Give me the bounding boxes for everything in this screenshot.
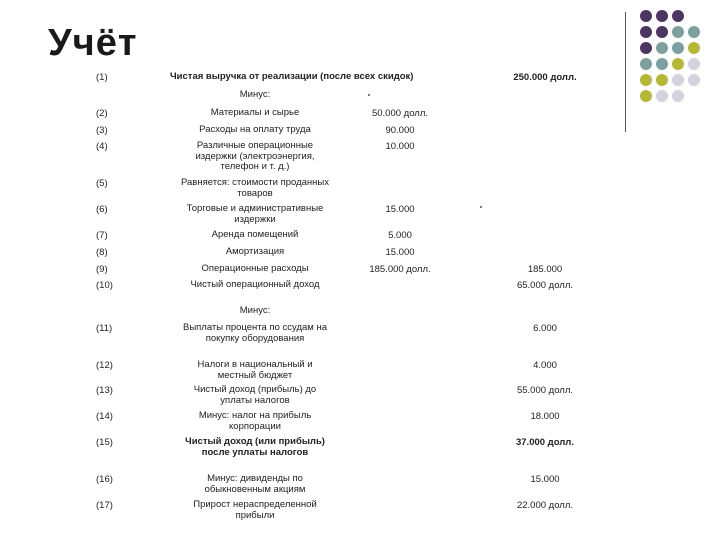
row-amount-total: 250.000 долл. xyxy=(513,72,577,83)
row-label: Аренда помещений xyxy=(211,229,299,240)
row-label: Чистый доход (или прибыль) после уплаты налогов xyxy=(185,436,325,458)
row-label: Различные операционные издержки (электроэнергия, телефон и т. д.) xyxy=(195,140,315,172)
row-amount-total: 55.000 долл. xyxy=(516,385,574,396)
row-amount: 10.000 xyxy=(385,141,415,152)
row-number: (10) xyxy=(96,280,113,291)
decorative-dot xyxy=(688,58,700,70)
row-label: Чистая выручка от реализации (после всех скидок) xyxy=(170,71,414,82)
decorative-dot xyxy=(640,42,652,54)
decorative-dot xyxy=(656,42,668,54)
row-label: Минус: xyxy=(239,89,271,100)
income-statement-scan xyxy=(90,66,590,540)
scan-speck xyxy=(368,94,370,96)
row-amount: 15.000 xyxy=(385,204,415,215)
decorative-dot xyxy=(672,58,684,70)
row-number: (17) xyxy=(96,500,113,511)
decorative-dot xyxy=(688,26,700,38)
row-amount: 90.000 xyxy=(385,125,415,136)
row-number: (13) xyxy=(96,385,113,396)
row-number: (15) xyxy=(96,437,113,448)
row-amount-total: 22.000 долл. xyxy=(516,500,574,511)
row-number: (8) xyxy=(96,247,108,258)
decorative-dot xyxy=(656,26,668,38)
decorative-dot xyxy=(656,10,668,22)
decorative-dot xyxy=(672,74,684,86)
row-label: Минус: xyxy=(239,305,271,316)
row-amount: 50.000 долл. xyxy=(371,108,429,119)
decorative-dot xyxy=(672,42,684,54)
row-label: Равняется: стоимости проданных товаров xyxy=(181,177,329,199)
row-label: Налоги в национальный и местный бюджет xyxy=(197,359,313,381)
row-label: Материалы и сырье xyxy=(210,107,300,118)
decorative-dot xyxy=(656,58,668,70)
row-amount-total: 65.000 долл. xyxy=(516,280,574,291)
decorative-dot xyxy=(672,26,684,38)
row-number: (7) xyxy=(96,230,108,241)
decorative-dot xyxy=(688,42,700,54)
row-label: Выплаты процента по ссудам на покупку оборудования xyxy=(182,322,328,344)
decorative-divider xyxy=(625,12,626,132)
row-label: Минус: дивиденды по обыкновенным акциям xyxy=(204,473,306,495)
row-number: (1) xyxy=(96,72,108,83)
row-amount: 185.000 долл. xyxy=(369,264,431,275)
row-label: Минус: налог на прибыль корпорации xyxy=(198,410,312,432)
row-amount-total: 185.000 xyxy=(527,264,563,275)
decorative-dot xyxy=(640,90,652,102)
row-number: (16) xyxy=(96,474,113,485)
row-amount-total: 18.000 xyxy=(530,411,560,422)
decorative-dot xyxy=(672,90,684,102)
row-number: (4) xyxy=(96,141,108,152)
row-amount-total: 6.000 xyxy=(533,323,557,334)
scan-speck xyxy=(480,206,482,208)
decorative-dot xyxy=(672,10,684,22)
slide-title: Учёт xyxy=(48,22,138,64)
row-label: Торговые и административные издержки xyxy=(186,203,324,225)
row-amount: 5.000 xyxy=(388,230,412,241)
decorative-dot xyxy=(656,74,668,86)
row-amount-total: 37.000 долл. xyxy=(515,437,574,448)
row-number: (6) xyxy=(96,204,108,215)
decorative-dot xyxy=(640,26,652,38)
decorative-dot-grid xyxy=(640,10,720,120)
row-label: Прирост нераспределенной прибыли xyxy=(193,499,317,521)
row-number: (5) xyxy=(96,178,108,189)
row-number: (14) xyxy=(96,411,113,422)
row-number: (11) xyxy=(96,323,113,334)
row-amount: 15.000 xyxy=(385,247,415,258)
row-number: (9) xyxy=(96,264,108,275)
decorative-dot xyxy=(640,58,652,70)
row-amount-total: 15.000 xyxy=(530,474,560,485)
row-number: (2) xyxy=(96,108,108,119)
decorative-dot xyxy=(688,74,700,86)
decorative-dot xyxy=(640,74,652,86)
row-label: Чистый доход (прибыль) до уплаты налогов xyxy=(193,384,317,406)
row-label: Расходы на оплату труда xyxy=(199,124,311,135)
row-label: Операционные расходы xyxy=(201,263,309,274)
decorative-dot xyxy=(640,10,652,22)
row-number: (12) xyxy=(96,360,113,371)
decorative-dot xyxy=(656,90,668,102)
row-label: Чистый операционный доход xyxy=(190,279,320,290)
row-number: (3) xyxy=(96,125,108,136)
row-label: Амортизация xyxy=(225,246,285,257)
row-amount-total: 4.000 xyxy=(533,360,557,371)
